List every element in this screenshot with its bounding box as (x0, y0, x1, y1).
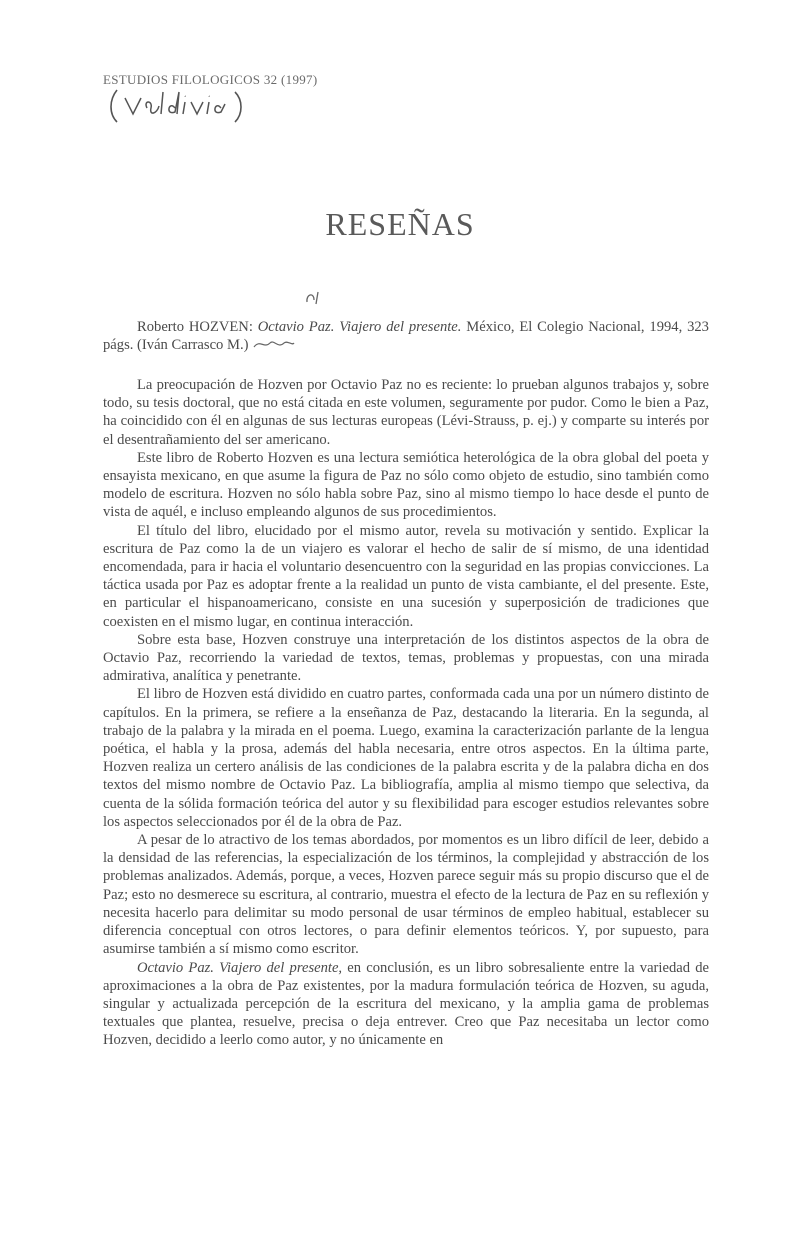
italic-book-title: Octavio Paz. Viajero del presente, (137, 959, 343, 976)
review-reference (103, 318, 709, 354)
journal-header: ESTUDIOS FILOLOGICOS 32 (1997) (103, 72, 318, 87)
review-body (103, 376, 709, 1050)
handwritten-note (103, 86, 263, 126)
handwritten-underline (252, 337, 296, 351)
paragraph: Este libro de Roberto Hozven es una lectura semiótica heterológica de la obra global del poeta y ensayista mexicano, en que asume la figura de Paz no sólo como objeto de estudio, sino también como modelo de escritura. Hozven no sólo habla sobre Paz, sino al mismo tiempo lo hace desde el punto de vista de aquél, e incluso empleando algunos de sus procedimientos. (103, 449, 709, 521)
paragraph-last: Octavio Paz. Viajero del presente, en conclusión, es un libro sobresaliente entre la variedad de aproximaciones a la obra de Paz existentes, por la madura formulación teórica de Hozven, su aguda, singular y actualizada percepción de la escritura del mexicano, y la amplia gama de problemas textuales que plantea, resuelve, precisa o deja entrever. Creo que Paz necesitaba un lector como Hozven, decidido a leerlo como autor, y no únicamente en (103, 959, 710, 1049)
paragraph: Sobre esta base, Hozven construye una interpretación de los distintos aspectos de la obra de Octavio Paz, recorriendo la variedad de textos, temas, problemas y propuestas, con una mirada admirativa, analítica y penetrante. (103, 631, 709, 685)
review-author: Roberto HOZVEN: (137, 319, 253, 335)
section-title: RESEÑAS (325, 206, 475, 242)
paragraph: A pesar de lo atractivo de los temas abordados, por momentos es un libro difícil de leer, debido a la densidad de las referencias, la especialización de los términos, la complejidad y abstracción de los problemas analizados. Además, porque, a veces, Hozven parece seguir más su propio discurso que el de Paz; esto no desmerece su escritura, al contrario, muestra el efecto de la lectura de Paz en su reflexión y necesita hacerlo para delimitar su modo personal de usar términos de empleo habitual, establecer su diferencia conceptual con otros lectores, o para definir elementos teóricos. Y, por supuesto, para asumirse también a sí mismo como escritor. (103, 832, 709, 958)
paragraph: El título del libro, elucidado por el mismo autor, revela su motivación y sentido. Explicar la escritura de Paz como la de un viajero es valorar el hecho de salir de sí mismo, de una identidad encomendada, para ir hacia el voluntario desencuentro con la seguridad en las propias convicciones. La táctica usada por Paz es adoptar frente a la realidad un punto de vista cambiante, el del presente. Este, en particular el hispanoamericano, consiste en una sucesión y superposición de tradiciones que coexisten en el mismo lugar, en continua interacción. (103, 522, 709, 630)
review-book-title: Octavio Paz. Viajero del presente. (257, 319, 462, 335)
paragraph: El libro de Hozven está dividido en cuatro partes, conformada cada una por un número distinto de capítulos. En la primera, se refiere a la enseñanza de Paz, destacando la literaria. En la segunda, al trabajo de la palabra y la mirada en el poema. Luego, examina la caracterización parlante de la lengua poética, el habla y la prosa, además del habla necesaria, entre otros aspectos. En la última parte, Hozven realiza un certero análisis de las condiciones de la palabra escrita y de la palabra dicha en dos textos del mismo nombre de Octavio Paz. La bibliografía, amplia al mismo tiempo que selectiva, da cuenta de la sólida formación teórica del autor y su flexibilidad para escoger estudios relevantes sobre los aspectos seleccionados por él de la obra de Paz. (103, 686, 709, 830)
paragraph: La preocupación de Hozven por Octavio Paz no es reciente: lo prueban algunos trabajos y, sobre todo, su tesis doctoral, que no está citada en este volumen, seguramente por pudor. Como le bien a Paz, ha coincidido con él en algunas de sus lecturas europeas (Lévi-Strauss, p. ej.) y comparte su interés por el desentrañamiento del ser americano. (103, 377, 709, 448)
review-publication: México, El Colegio Nacional, 1994, 323 págs. (Iván Carrasco M.) (103, 319, 709, 353)
handwritten-mark (304, 288, 326, 308)
